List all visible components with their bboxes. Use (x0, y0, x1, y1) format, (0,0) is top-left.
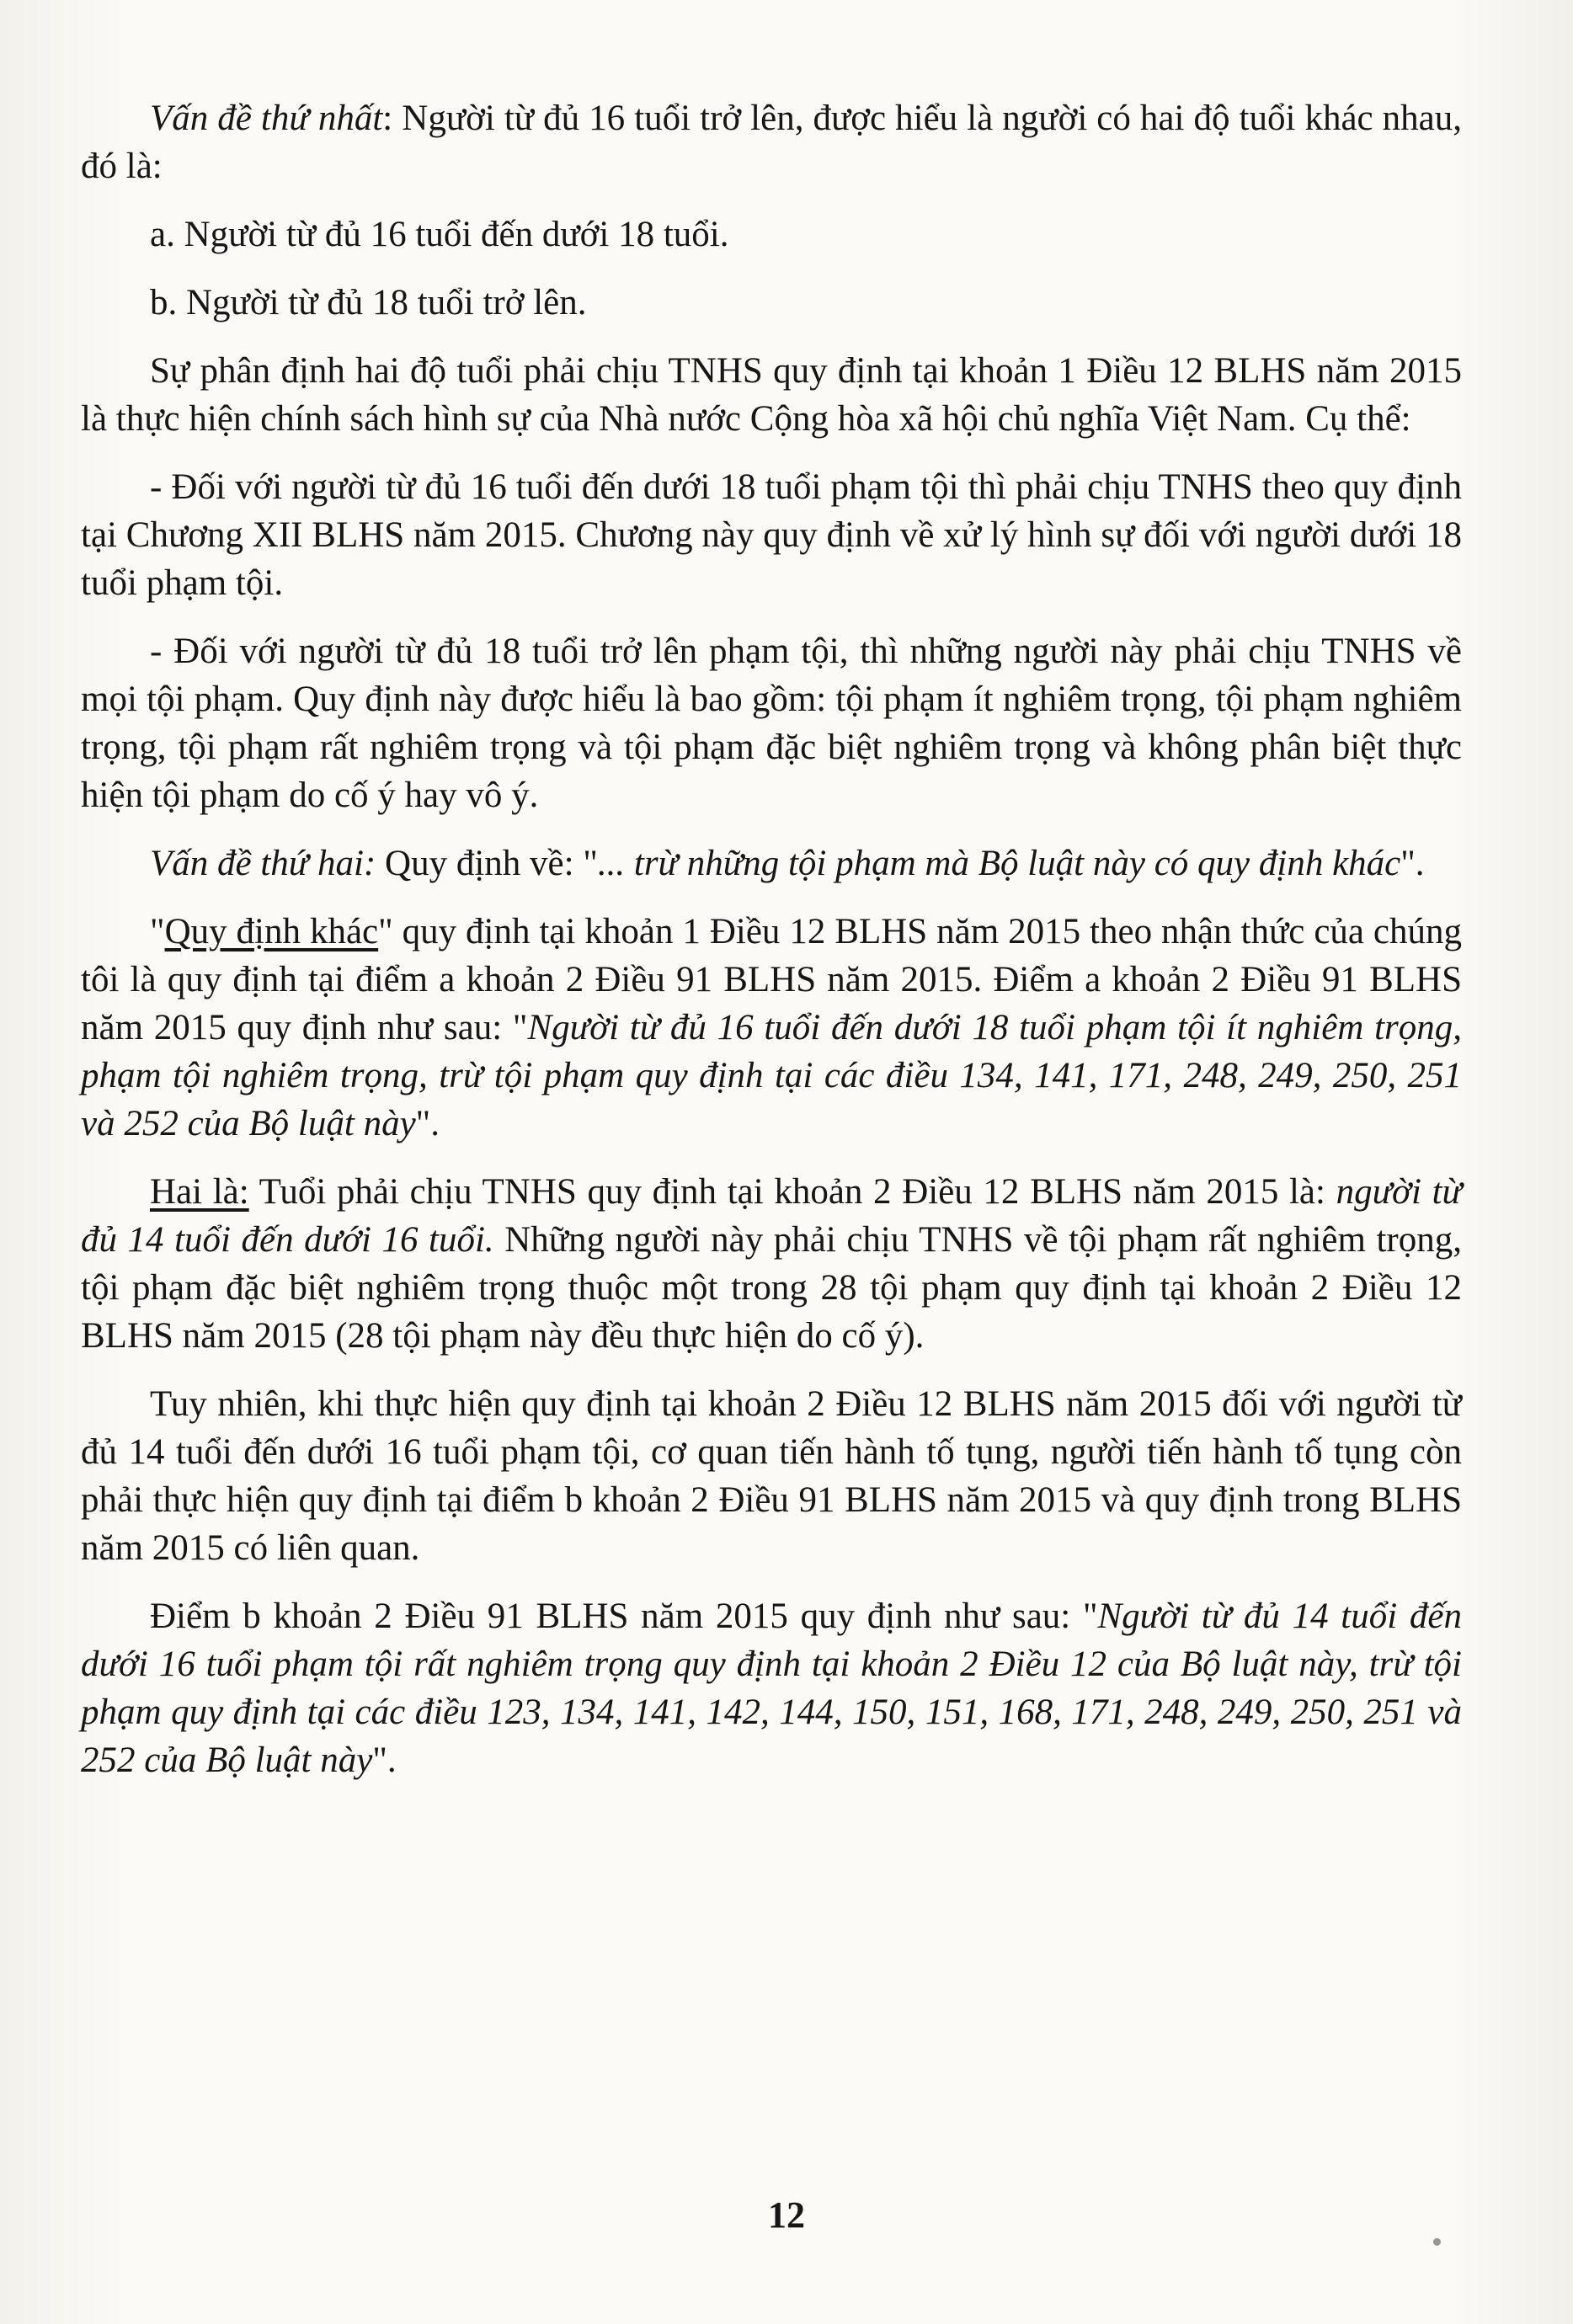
second-point-text-2: Những người này phải chịu TNHS về tội phạm rất nghiêm trọng, tội phạm đặc biệt nghiêm trọng thuộc một trong 28 tội phạm quy định tại khoản 2 Điều 12 BLHS năm 2015 (28 tội phạm này đều thực hiện do cố ý). (81, 1220, 1462, 1356)
paragraph-other-provision (81, 908, 1462, 1148)
issue-two-quote: ... trừ những tội phạm mà Bộ luật này có quy định khác (597, 844, 1401, 883)
paragraph-however: Tuy nhiên, khi thực hiện quy định tại khoản 2 Điều 12 BLHS năm 2015 đối với người từ đủ 14 tuổi đến dưới 16 tuổi phạm tội, cơ quan tiến hành tố tụng, người tiến hành tố tụng còn phải thực hiện quy định tại điểm b khoản 2 Điều 91 BLHS năm 2015 và quy định trong BLHS năm 2015 có liên quan. (81, 1384, 1462, 1568)
issue-one-text: : Người từ đủ 16 tuổi trở lên, được hiểu là người có hai độ tuổi khác nhau, đó là: (81, 99, 1462, 186)
paragraph-under-18: - Đối với người từ đủ 16 tuổi đến dưới 18 tuổi phạm tội thì phải chịu TNHS theo quy định tại Chương XII BLHS năm 2015. Chương này quy định về xử lý hình sự đối với người dưới 18 tuổi phạm tội. (81, 467, 1462, 603)
point-b-end: ". (372, 1740, 397, 1780)
point-b-text: Điểm b khoản 2 Điều 91 BLHS năm 2015 quy định như sau: " (150, 1596, 1098, 1636)
issue-two-label: Vấn đề thứ hai: (150, 844, 376, 883)
second-point-quote: người từ đủ 14 tuổi đến dưới 16 tuổi. (81, 1172, 1462, 1260)
second-point-label: Hai là: (150, 1172, 249, 1212)
paragraph-second-point (81, 1168, 1462, 1360)
page-number: 12 (768, 2194, 805, 2236)
paragraph-issue-two (81, 840, 1462, 887)
list-item-b: b. Người từ đủ 18 tuổi trở lên. (150, 283, 587, 322)
second-point-text-1: Tuổi phải chịu TNHS quy định tại khoản 2 Điều 12 BLHS năm 2015 là: (248, 1172, 1336, 1212)
issue-two-end: ". (1400, 844, 1425, 883)
paragraph-point-b (81, 1592, 1462, 1784)
paragraph-issue-one (81, 94, 1462, 190)
other-provision-quote: Người từ đủ 16 tuổi đến dưới 18 tuổi phạm tội ít nghiêm trọng, phạm tội nghiêm trọng, trừ tội phạm quy định tại các điều 134, 141, 171, 248, 249, 250, 251 và 252 của Bộ luật này (81, 1008, 1462, 1143)
other-provision-open-quote: " (150, 912, 165, 951)
list-item-a: a. Người từ đủ 16 tuổi đến dưới 18 tuổi. (150, 215, 729, 254)
page-body (81, 94, 1462, 1784)
paragraph-age-division: Sự phân định hai độ tuổi phải chịu TNHS quy định tại khoản 1 Điều 12 BLHS năm 2015 là thực hiện chính sách hình sự của Nhà nước Cộng hòa xã hội chủ nghĩa Việt Nam. Cụ thể: (81, 351, 1462, 439)
issue-two-text: Quy định về: " (376, 844, 598, 883)
print-speck (1433, 2238, 1441, 2246)
other-provision-label: Quy định khác (164, 912, 379, 951)
issue-one-label: Vấn đề thứ nhất (150, 99, 383, 138)
other-provision-end: ". (415, 1104, 440, 1143)
other-provision-text: " quy định tại khoản 1 Điều 12 BLHS năm 2015 theo nhận thức của chúng tôi là quy định tại điểm a khoản 2 Điều 91 BLHS năm 2015. Điểm a khoản 2 Điều 91 BLHS năm 2015 quy định như sau: " (81, 912, 1463, 1047)
paragraph-over-18: - Đối với người từ đủ 18 tuổi trở lên phạm tội, thì những người này phải chịu TNHS về mọi tội phạm. Quy định này được hiểu là bao gồm: tội phạm ít nghiêm trọng, tội phạm nghiêm trọng, tội phạm rất nghiêm trọng và tội phạm đặc biệt nghiêm trọng và không phân biệt thực hiện tội phạm do cố ý hay vô ý. (81, 632, 1462, 815)
point-b-quote: Người từ đủ 14 tuổi đến dưới 16 tuổi phạm tội rất nghiêm trọng quy định tại khoản 2 Điều 12 của Bộ luật này, trừ tội phạm quy định tại các điều 123, 134, 141, 142, 144, 150, 151, 168, 171, 248, 249, 250, 251 và 252 của Bộ luật này (81, 1596, 1462, 1780)
